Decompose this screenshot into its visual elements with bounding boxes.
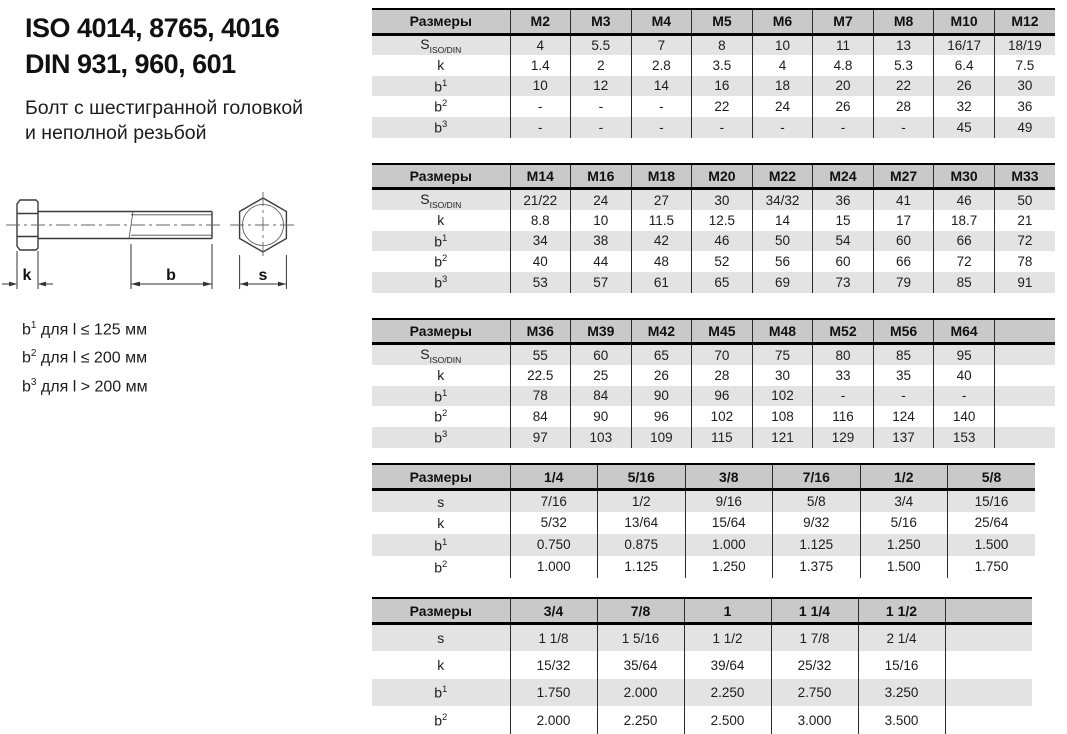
row-label: $b^1$ xyxy=(372,76,510,97)
value-cell xyxy=(945,706,1032,734)
value-cell: 53 xyxy=(510,272,571,293)
value-cell: 73 xyxy=(813,272,874,293)
size-column-header: M12 xyxy=(994,9,1055,34)
row-label: k xyxy=(437,367,445,384)
value-cell: 1.125 xyxy=(773,534,861,556)
row-label: s xyxy=(372,490,510,512)
value-cell: 50 xyxy=(752,231,813,252)
value-cell: 153 xyxy=(934,427,995,448)
value-cell: 5/8 xyxy=(773,490,861,512)
value-cell: 1 1/2 xyxy=(684,624,771,652)
left-panel xyxy=(0,0,372,720)
value-cell: 11 xyxy=(813,34,874,55)
dimension-k xyxy=(2,251,53,289)
value-cell: 8 xyxy=(692,34,753,55)
value-cell: 35 xyxy=(873,365,934,386)
value-cell: 39/64 xyxy=(684,651,771,679)
table-row xyxy=(372,96,1055,117)
value-cell: 7/16 xyxy=(510,490,598,512)
size-column-header: M33 xyxy=(994,164,1055,189)
value-cell: 50 xyxy=(994,189,1055,210)
size-column-header: M45 xyxy=(692,319,753,344)
value-cell: 90 xyxy=(631,386,692,407)
value-cell xyxy=(994,406,1055,427)
size-column-header: M10 xyxy=(934,9,995,34)
value-cell: - xyxy=(813,386,874,407)
row-label-header: Размеры xyxy=(372,319,510,344)
size-column-header: M27 xyxy=(873,164,934,189)
value-cell: 102 xyxy=(752,386,813,407)
size-column-header: 7/8 xyxy=(597,598,684,624)
value-cell: 15/16 xyxy=(858,651,945,679)
k-dimension-label: k xyxy=(22,267,32,284)
value-cell: 2 1/4 xyxy=(858,624,945,652)
value-cell: 1.500 xyxy=(948,534,1036,556)
value-cell: 9/32 xyxy=(773,512,861,534)
value-cell: 2.000 xyxy=(597,679,684,707)
size-column-header: 1/2 xyxy=(860,464,948,490)
value-cell: 96 xyxy=(692,386,753,407)
table-row xyxy=(372,624,1032,652)
value-cell: 109 xyxy=(631,427,692,448)
value-cell: 38 xyxy=(571,231,632,252)
dimension-table-metric-m36-m64 xyxy=(372,318,1055,448)
value-cell xyxy=(994,365,1055,386)
table-row xyxy=(372,117,1055,138)
value-cell: 72 xyxy=(994,231,1055,252)
value-cell: 20 xyxy=(813,76,874,97)
row-label: $S_{ISO/DIN}$ xyxy=(372,189,510,210)
row-label-header: Размеры xyxy=(372,9,510,34)
value-cell: 15/64 xyxy=(685,512,773,534)
value-cell: 75 xyxy=(752,344,813,365)
value-cell: 2 xyxy=(571,55,632,76)
value-cell: 30 xyxy=(994,76,1055,97)
value-cell: 34/32 xyxy=(752,189,813,210)
value-cell: 13/64 xyxy=(598,512,686,534)
size-column-header: M22 xyxy=(752,164,813,189)
value-cell: 15/32 xyxy=(510,651,597,679)
footnotes xyxy=(22,314,148,399)
value-cell: 7.5 xyxy=(994,55,1055,76)
value-cell: 14 xyxy=(752,210,813,231)
value-cell xyxy=(994,427,1055,448)
value-cell xyxy=(994,386,1055,407)
value-cell: 18 xyxy=(752,76,813,97)
value-cell: 36 xyxy=(994,96,1055,117)
value-cell: 108 xyxy=(752,406,813,427)
size-column-header: M39 xyxy=(571,319,632,344)
size-column-header: M52 xyxy=(813,319,874,344)
dimension-table-inch-threequarters-to-oneandhalf xyxy=(372,597,1032,734)
value-cell: 32 xyxy=(934,96,995,117)
value-cell: 17 xyxy=(873,210,934,231)
value-cell: 28 xyxy=(873,96,934,117)
table-row xyxy=(372,534,1035,556)
table-row xyxy=(372,427,1055,448)
value-cell: - xyxy=(752,117,813,138)
row-label: k xyxy=(437,514,445,531)
product-title-line1: Болт с шестигранной головкой xyxy=(25,97,304,119)
value-cell: 3/4 xyxy=(860,490,948,512)
row-label: $b^2$ xyxy=(434,558,448,576)
size-column-header: 7/16 xyxy=(773,464,861,490)
row-label: $b^3$ xyxy=(372,117,510,138)
value-cell: 1.4 xyxy=(510,55,571,76)
value-cell: 102 xyxy=(692,406,753,427)
value-cell: 1.125 xyxy=(598,556,686,578)
value-cell: 7 xyxy=(631,34,692,55)
size-column-header: M30 xyxy=(934,164,995,189)
value-cell: 4 xyxy=(752,55,813,76)
size-column-header: M24 xyxy=(813,164,874,189)
value-cell: 84 xyxy=(571,386,632,407)
value-cell: - xyxy=(692,117,753,138)
value-cell: 1 5/16 xyxy=(597,624,684,652)
value-cell: 70 xyxy=(692,344,753,365)
value-cell: 26 xyxy=(813,96,874,117)
value-cell: 33 xyxy=(813,365,874,386)
table-row xyxy=(372,386,1055,407)
value-cell: 10 xyxy=(752,34,813,55)
value-cell: - xyxy=(873,386,934,407)
size-column-header: M64 xyxy=(934,319,995,344)
size-column-header: 5/16 xyxy=(598,464,686,490)
standards-block xyxy=(25,10,279,82)
value-cell: 129 xyxy=(813,427,874,448)
size-column-header: M4 xyxy=(631,9,692,34)
value-cell: 1 7/8 xyxy=(771,624,858,652)
size-column-header xyxy=(945,598,1032,624)
size-column-header: 3/4 xyxy=(510,598,597,624)
value-cell: 2.8 xyxy=(631,55,692,76)
size-column-header: 3/8 xyxy=(685,464,773,490)
size-column-header: M42 xyxy=(631,319,692,344)
row-label: $b^2$ xyxy=(434,408,448,426)
value-cell: 78 xyxy=(994,251,1055,272)
value-cell: 26 xyxy=(631,365,692,386)
value-cell: - xyxy=(571,117,632,138)
size-column-header: M14 xyxy=(510,164,571,189)
value-cell: - xyxy=(813,117,874,138)
value-cell: 22 xyxy=(692,96,753,117)
table-row xyxy=(372,272,1055,293)
size-column-header: M20 xyxy=(692,164,753,189)
value-cell: 42 xyxy=(631,231,692,252)
dimension-table-inch-quarter-to-fiveeighths xyxy=(372,463,1035,578)
value-cell: 3.500 xyxy=(858,706,945,734)
value-cell xyxy=(945,624,1032,652)
value-cell: 1.000 xyxy=(510,556,598,578)
value-cell: 1 1/8 xyxy=(510,624,597,652)
value-cell: 21/22 xyxy=(510,189,571,210)
value-cell: 90 xyxy=(571,406,632,427)
value-cell: 3.5 xyxy=(692,55,753,76)
table-row xyxy=(372,34,1055,55)
value-cell: 34 xyxy=(510,231,571,252)
table-row xyxy=(372,251,1055,272)
value-cell: 5.5 xyxy=(571,34,632,55)
size-column-header: 1 1/2 xyxy=(858,598,945,624)
value-cell: 10 xyxy=(510,76,571,97)
value-cell: 41 xyxy=(873,189,934,210)
table-row xyxy=(372,706,1032,734)
value-cell: 30 xyxy=(692,189,753,210)
size-column-header: M7 xyxy=(813,9,874,34)
table-row xyxy=(372,231,1055,252)
size-column-header: M5 xyxy=(692,9,753,34)
value-cell: 2.000 xyxy=(510,706,597,734)
value-cell: 60 xyxy=(571,344,632,365)
value-cell: 14 xyxy=(631,76,692,97)
value-cell: 10 xyxy=(571,210,632,231)
product-title-line2: и неполной резьбой xyxy=(25,122,207,144)
value-cell: 12.5 xyxy=(692,210,753,231)
value-cell: 40 xyxy=(934,365,995,386)
value-cell: 5/16 xyxy=(860,512,948,534)
row-label: k xyxy=(437,657,445,674)
row-label: s xyxy=(372,624,510,652)
value-cell: 28 xyxy=(692,365,753,386)
value-cell: 6.4 xyxy=(934,55,995,76)
value-cell: 16/17 xyxy=(934,34,995,55)
value-cell: 46 xyxy=(692,231,753,252)
value-cell: 96 xyxy=(631,406,692,427)
value-cell: 18/19 xyxy=(994,34,1055,55)
value-cell: 84 xyxy=(510,406,571,427)
row-label: $b^1$ xyxy=(372,534,510,556)
size-column-header: 1 xyxy=(684,598,771,624)
value-cell: 1/2 xyxy=(598,490,686,512)
value-cell: 66 xyxy=(934,231,995,252)
din-standards-title: DIN 931, 960, 601 xyxy=(25,49,236,79)
row-label: $b^2$ xyxy=(434,98,448,116)
value-cell: 2.250 xyxy=(597,706,684,734)
value-cell: 16 xyxy=(692,76,753,97)
value-cell: 27 xyxy=(631,189,692,210)
value-cell: 48 xyxy=(631,251,692,272)
value-cell: 52 xyxy=(692,251,753,272)
footnote: $b^2$ для l ≤ 200 мм xyxy=(22,348,148,367)
value-cell: 44 xyxy=(571,251,632,272)
value-cell: 54 xyxy=(813,231,874,252)
table-row xyxy=(372,490,1035,512)
value-cell: 95 xyxy=(934,344,995,365)
value-cell xyxy=(994,344,1055,365)
dimension-b xyxy=(131,244,212,289)
b-dimension-label: b xyxy=(166,267,176,284)
size-column-header: 5/8 xyxy=(948,464,1036,490)
value-cell: 18.7 xyxy=(934,210,995,231)
row-label: k xyxy=(437,212,445,229)
table-row xyxy=(372,651,1032,679)
size-column-header: 1/4 xyxy=(510,464,598,490)
table-row xyxy=(372,679,1032,707)
dimension-s xyxy=(240,255,287,289)
value-cell: 22.5 xyxy=(510,365,571,386)
value-cell: 0.875 xyxy=(598,534,686,556)
value-cell: - xyxy=(510,96,571,117)
product-title xyxy=(25,96,303,146)
value-cell: 30 xyxy=(752,365,813,386)
value-cell: 13 xyxy=(873,34,934,55)
value-cell: 46 xyxy=(934,189,995,210)
size-column-header: M2 xyxy=(510,9,571,34)
row-label: $b^1$ xyxy=(372,679,510,707)
table-row xyxy=(372,406,1055,427)
value-cell: 35/64 xyxy=(597,651,684,679)
value-cell: 25 xyxy=(571,365,632,386)
row-label: $b^3$ xyxy=(372,427,510,448)
bolt-technical-drawing xyxy=(0,188,340,313)
table-row xyxy=(372,344,1055,365)
size-column-header: M56 xyxy=(873,319,934,344)
value-cell: 65 xyxy=(692,272,753,293)
value-cell: 61 xyxy=(631,272,692,293)
row-label: k xyxy=(437,57,445,74)
value-cell: 3.250 xyxy=(858,679,945,707)
value-cell xyxy=(945,679,1032,707)
size-column-header: M18 xyxy=(631,164,692,189)
row-label-header: Размеры xyxy=(372,598,510,624)
size-column-header: M36 xyxy=(510,319,571,344)
size-column-header: 1 1/4 xyxy=(771,598,858,624)
value-cell: 60 xyxy=(873,231,934,252)
value-cell: 36 xyxy=(813,189,874,210)
value-cell: 24 xyxy=(752,96,813,117)
row-label: $b^3$ xyxy=(372,272,510,293)
row-label-header: Размеры xyxy=(372,464,510,490)
value-cell: 1.250 xyxy=(860,534,948,556)
value-cell: 11.5 xyxy=(631,210,692,231)
row-label: $b^2$ xyxy=(434,711,448,729)
value-cell: 5.3 xyxy=(873,55,934,76)
value-cell: 91 xyxy=(994,272,1055,293)
iso-standards-title: ISO 4014, 8765, 4016 xyxy=(25,13,280,43)
value-cell: - xyxy=(571,96,632,117)
value-cell: 85 xyxy=(934,272,995,293)
table-row xyxy=(372,55,1055,76)
row-label: $b^1$ xyxy=(372,231,510,252)
value-cell: 121 xyxy=(752,427,813,448)
row-label-header: Размеры xyxy=(372,164,510,189)
value-cell: - xyxy=(873,117,934,138)
value-cell: 97 xyxy=(510,427,571,448)
value-cell: 65 xyxy=(631,344,692,365)
value-cell: 9/16 xyxy=(685,490,773,512)
table-row xyxy=(372,365,1055,386)
size-column-header: M3 xyxy=(571,9,632,34)
value-cell: - xyxy=(631,117,692,138)
value-cell: 4 xyxy=(510,34,571,55)
value-cell: 8.8 xyxy=(510,210,571,231)
value-cell: 2.750 xyxy=(771,679,858,707)
row-label: $S_{ISO/DIN}$ xyxy=(372,34,510,55)
value-cell: - xyxy=(631,96,692,117)
value-cell: 1.750 xyxy=(948,556,1036,578)
value-cell: 1.375 xyxy=(773,556,861,578)
value-cell: 103 xyxy=(571,427,632,448)
value-cell: 40 xyxy=(510,251,571,272)
value-cell: 15/16 xyxy=(948,490,1036,512)
size-column-header: M48 xyxy=(752,319,813,344)
value-cell: 2.250 xyxy=(684,679,771,707)
size-column-header: M16 xyxy=(571,164,632,189)
value-cell: 25/32 xyxy=(771,651,858,679)
value-cell: 124 xyxy=(873,406,934,427)
bolt-drawing-svg xyxy=(0,188,340,313)
value-cell: 15 xyxy=(813,210,874,231)
value-cell: 69 xyxy=(752,272,813,293)
size-column-header: M6 xyxy=(752,9,813,34)
footnote: $b^3$ для l > 200 мм xyxy=(22,376,148,395)
dimension-table-metric-m2-m12 xyxy=(372,8,1055,138)
table-row xyxy=(372,189,1055,210)
value-cell: 5/32 xyxy=(510,512,598,534)
value-cell: 1.000 xyxy=(685,534,773,556)
value-cell: 1.500 xyxy=(860,556,948,578)
value-cell: 56 xyxy=(752,251,813,272)
value-cell: 49 xyxy=(994,117,1055,138)
value-cell: 78 xyxy=(510,386,571,407)
dimension-table-metric-m14-m33 xyxy=(372,163,1055,293)
value-cell: - xyxy=(934,386,995,407)
value-cell: 116 xyxy=(813,406,874,427)
value-cell: 21 xyxy=(994,210,1055,231)
value-cell: 66 xyxy=(873,251,934,272)
value-cell: 72 xyxy=(934,251,995,272)
value-cell xyxy=(945,651,1032,679)
table-row xyxy=(372,76,1055,97)
table-row xyxy=(372,512,1035,534)
value-cell: 45 xyxy=(934,117,995,138)
value-cell: 3.000 xyxy=(771,706,858,734)
value-cell: 2.500 xyxy=(684,706,771,734)
value-cell: 115 xyxy=(692,427,753,448)
value-cell: 80 xyxy=(813,344,874,365)
value-cell: 22 xyxy=(873,76,934,97)
value-cell: 1.750 xyxy=(510,679,597,707)
tables-column xyxy=(372,0,1067,734)
value-cell: 85 xyxy=(873,344,934,365)
bolt-head-end-view xyxy=(230,192,296,258)
value-cell: 4.8 xyxy=(813,55,874,76)
value-cell: 140 xyxy=(934,406,995,427)
row-label: $b^1$ xyxy=(372,386,510,407)
value-cell: 12 xyxy=(571,76,632,97)
value-cell: 25/64 xyxy=(948,512,1036,534)
value-cell: 0.750 xyxy=(510,534,598,556)
value-cell: 55 xyxy=(510,344,571,365)
size-column-header: M8 xyxy=(873,9,934,34)
value-cell: 60 xyxy=(813,251,874,272)
row-label: $b^2$ xyxy=(434,253,448,271)
value-cell: 26 xyxy=(934,76,995,97)
value-cell: 57 xyxy=(571,272,632,293)
size-column-header xyxy=(994,319,1055,344)
footnote: $b^1$ для l ≤ 125 мм xyxy=(22,320,148,339)
table-row xyxy=(372,210,1055,231)
s-dimension-label: s xyxy=(258,267,268,284)
table-row xyxy=(372,556,1035,578)
value-cell: 1.250 xyxy=(685,556,773,578)
value-cell: 137 xyxy=(873,427,934,448)
value-cell: 24 xyxy=(571,189,632,210)
value-cell: - xyxy=(510,117,571,138)
value-cell: 79 xyxy=(873,272,934,293)
row-label: $S_{ISO/DIN}$ xyxy=(372,344,510,365)
